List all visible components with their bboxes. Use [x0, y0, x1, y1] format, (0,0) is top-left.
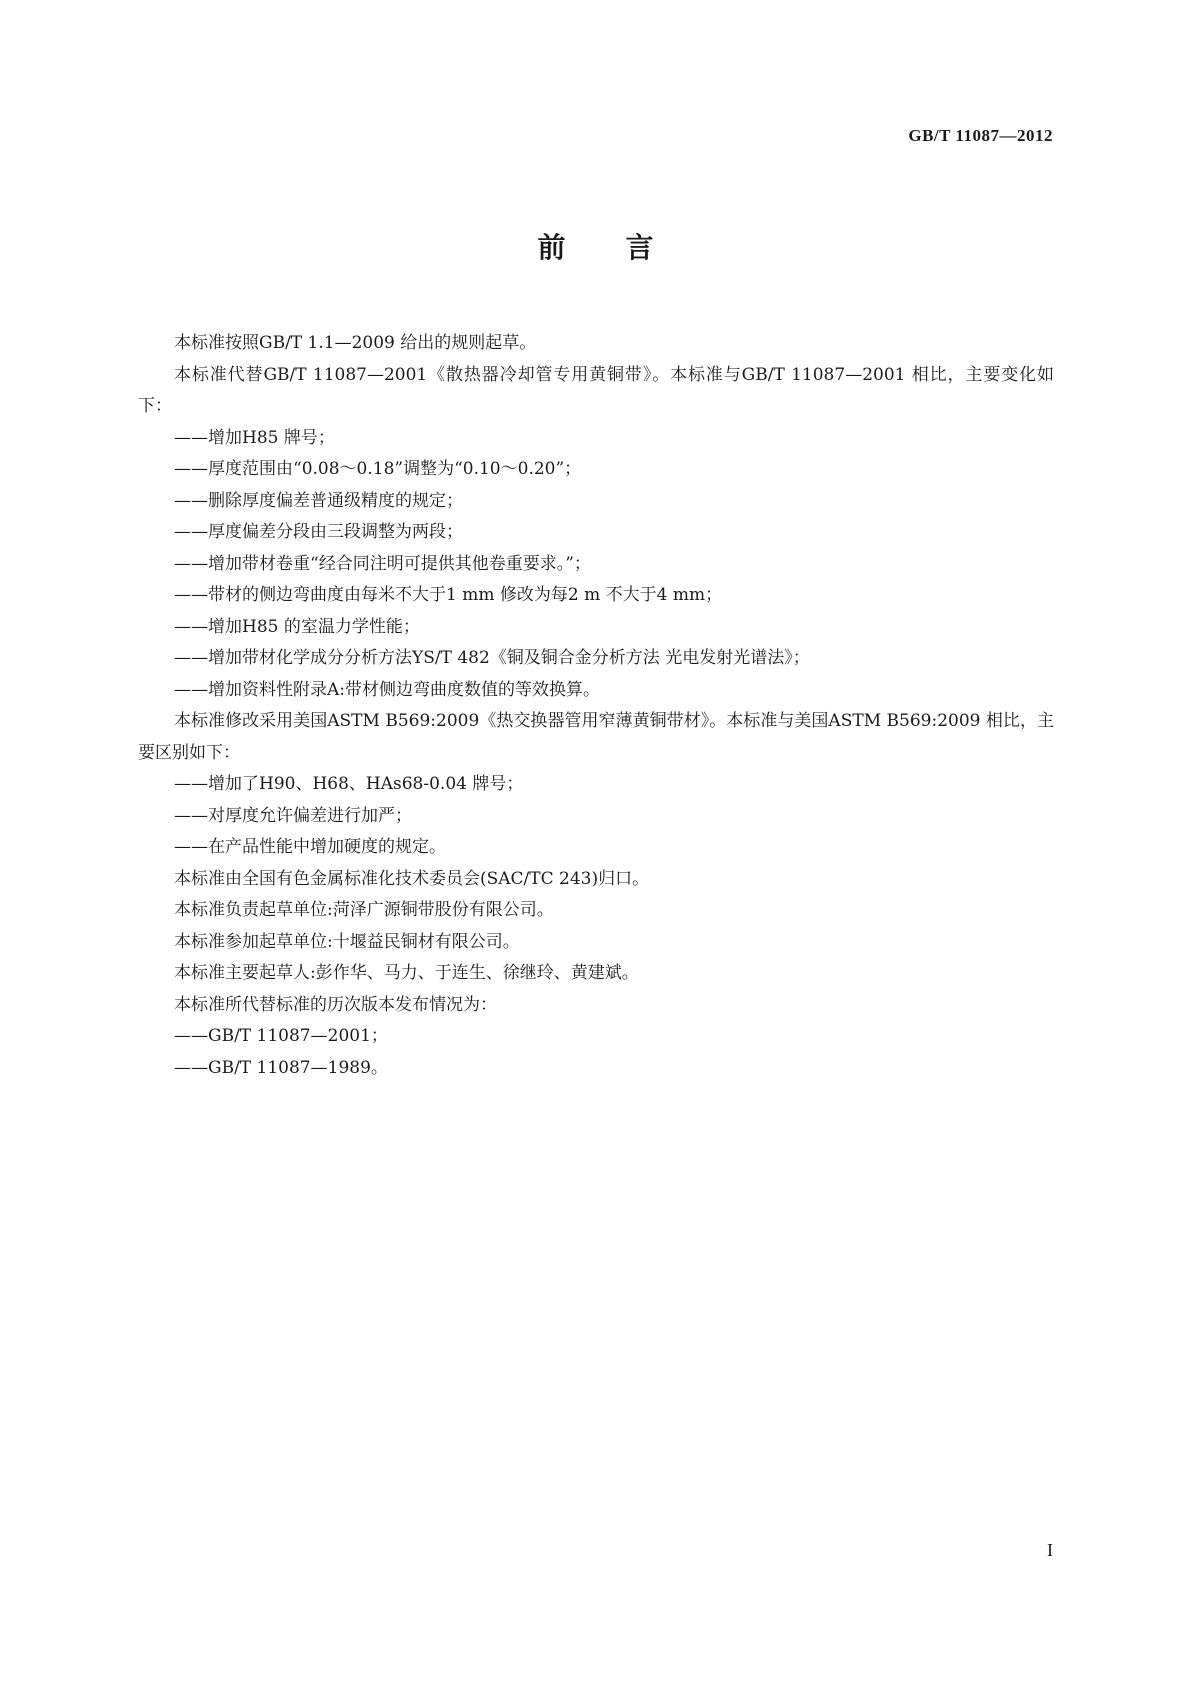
foreword-body	[138, 328, 1054, 1084]
paragraph-drafting-rules: 本标准按照GB/T 1.1—2009 给出的规则起草。	[174, 333, 537, 353]
list-item: ——增加带材卷重“经合同注明可提供其他卷重要求。”；	[174, 553, 591, 574]
list-item: ——GB/T 11087—1989。	[174, 1057, 388, 1078]
list-item: ——增加H85 的室温力学性能；	[174, 616, 420, 637]
list-item: ——GB/T 11087—2001；	[174, 1026, 388, 1046]
page-number: I	[1047, 1540, 1053, 1560]
list-item: ——对厚度允许偏差进行加严；	[174, 805, 412, 826]
list-item: ——带材的侧边弯曲度由每米不大于1 mm 修改为每2 m 不大于4 mm；	[174, 585, 723, 605]
list-item: ——删除厚度偏差普通级精度的规定；	[174, 490, 463, 511]
list-item: ——在产品性能中增加硬度的规定。	[174, 837, 446, 857]
paragraph-previous-editions: 本标准所代替标准的历次版本发布情况为：	[174, 994, 497, 1015]
list-item: ——增加H85 牌号；	[174, 427, 335, 448]
paragraph-committee: 本标准由全国有色金属标准化技术委员会(SAC/TC 243)归口。	[174, 868, 650, 889]
paragraph-lead-drafter: 本标准负责起草单位:菏泽广源铜带股份有限公司。	[174, 900, 554, 920]
paragraph-participating-drafter: 本标准参加起草单位:十堰益民铜材有限公司。	[174, 931, 520, 952]
list-item: ——增加带材化学成分分析方法YS/T 482《铜及铜合金分析方法 光电发射光谱法》；	[174, 648, 810, 668]
paragraph-astm-adoption: 本标准修改采用美国ASTM B569:2009《热交换器管用窄薄黄铜带材》。本标准与美国ASTM B569:2009 相比，主要区别如下：	[138, 711, 1054, 763]
list-item: ——厚度范围由“0.08～0.18”调整为“0.10～0.20”；	[174, 459, 582, 479]
paragraph-replaces: 本标准代替GB/T 11087—2001《散热器冷却管专用黄铜带》。本标准与GB/T 11087—2001 相比，主要变化如下：	[138, 364, 1054, 416]
page-title: 前言	[537, 231, 714, 264]
list-item: ——厚度偏差分段由三段调整为两段；	[174, 522, 463, 542]
list-item: ——增加资料性附录A:带材侧边弯曲度数值的等效换算。	[174, 679, 601, 700]
list-item: ——增加了H90、H68、HAs68-0.04 牌号；	[174, 774, 524, 794]
standard-code: GB/T 11087—2012	[908, 126, 1053, 145]
paragraph-main-drafters: 本标准主要起草人:彭作华、马力、于连生、徐继玲、黄建斌。	[174, 963, 639, 983]
